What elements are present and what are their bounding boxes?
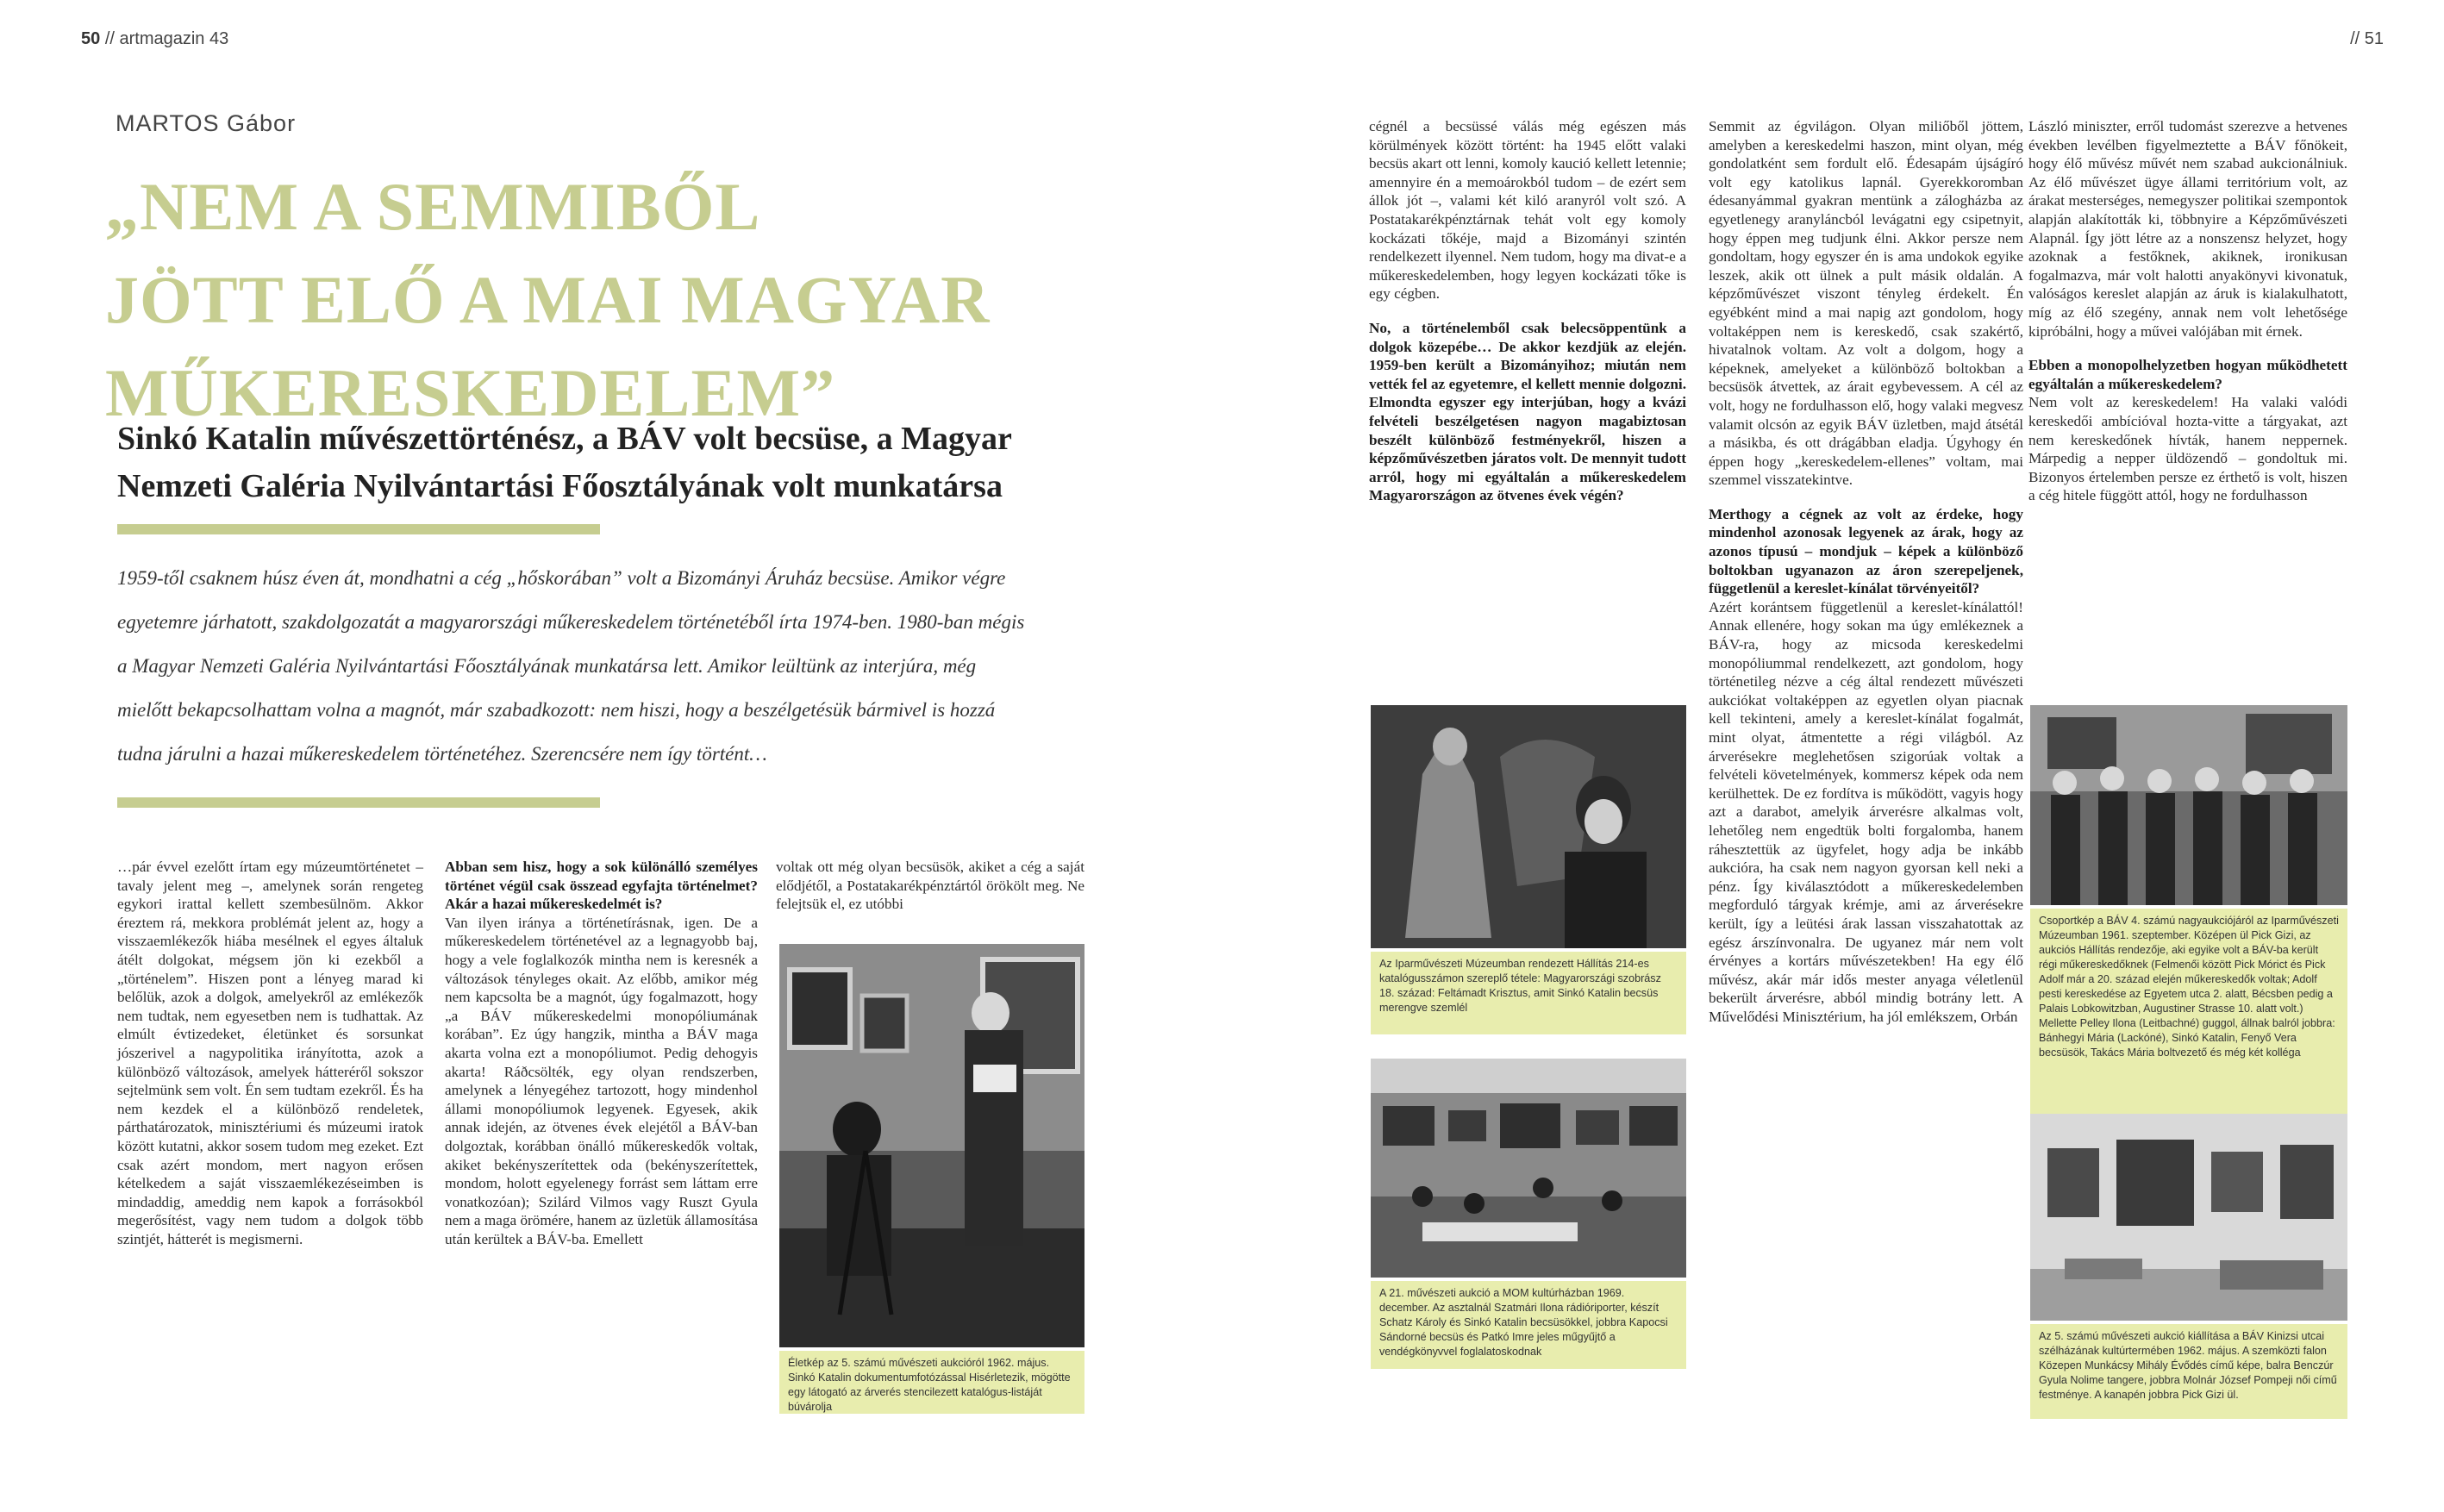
headline-line-2: JÖTT ELŐ A MAI MAGYAR — [105, 262, 991, 337]
accent-rule-top — [117, 524, 600, 534]
body-text: …pár évvel ezelőtt írtam egy múzeumtörténetet – tavaly jelent meg –, amelynek során rengeteg egykori irattal kellett szembesülnöm. Akkor éreztem rá, mekkora problémát jelent az, hogy a visszaemlékezők hiába mesélnek el egyes általuk átélt dolgokat, mégsem jön ki ezekből a „történelem”. Hiszen pont a lényeg marad ki belőlük, azok a dolgok, amelyekről az emlékezők nem tudtak, nem egyesetben nem is tudhattak. Az elmúlt évtizedeket, életünket és sorsunkat jószerivel a nagypolitika irányította, azok a különböző változások, amelyek hátteréről sokszor sejtelmünk sem volt. Én sem tudtam ezekről. És ha nem kezdek el a különböző rendeletek, párthatározatok, minisztériumi és múzeumi iratok között kutatni, akkor sosem tudom meg ezeket. Ezt csak azért mondom, mert nagyon erősen kételkedem a saját visszaemlékezéseimben is mindaddig, ameddig nem kapok a forrásokból megerősítést, vagy nem tudom a dolgok több szintjét, hátterét is megismerni. — [117, 859, 423, 1247]
body-text: Van ilyen iránya a történetírásnak, igen. De a műkereskedelem történetével az a legnagyobb baj, hogy a vele foglalkozók mintha nem is keresnék a változások tényleges okait. Az előbb, amikor még nem kapcsolta be a magnót, úgy fogalmazott, hogy „a BÁV műkereskedelmi monopóliumának korában”. Ez úgy hangzik, mintha a BÁV maga akarta volna ezt a monopóliumot. Pedig dehogyis akarta! Ráðcsölték, egy olyan rendszerben, amelynek a lényegéhez tartozott, hogy mindenhol állami monopóliumok legyenek. Egyesek, akik annak idején, az ötvenes évek elejétől a BÁV-ban dolgoztak, korábban önálló műkereskedők voltak, akiket bekényszerítettek oda (bekényszerítettek, mondom, holott egyelenegy forrást sem láttam erre vonatkozóan); Szilárd Vilmos vagy Ruszt Gyula nem a maga örömére, hanem az üzletük államosítása után kerültek a BÁV-ba. Emellett — [445, 914, 758, 1247]
photo-group — [2030, 705, 2347, 905]
photo-camera-tripod — [779, 944, 1084, 1347]
photo-exhibition-hall — [1371, 1059, 1686, 1278]
photo-caption: A 21. művészeti aukció a MOM kultúrházban 1969. december. Az asztalnál Szatmári Ilona rádióriporter, készít Schatz Károly és Sinkó Katalin becsüsökkel, jobbra Kapocsi Sándorné becsüs és Patkó Imre jeles műgyűjtő a vendégkönyvvel foglalatoskodnak — [1371, 1281, 1686, 1369]
right-folio: // 51 — [2350, 29, 2384, 48]
photo-caption: Életkép az 5. számú művészeti aukcióról 1962. május. Sinkó Katalin dokumentumfotózással Hisérletezik, mögötte egy látogató az árverés stencilezett katalógus-listáját búvárolja — [779, 1351, 1084, 1414]
body-text: Nem volt az kereskedelem! Ha valaki valódi kereskedői ambícióval hozta-vitte a tárgyakat, azt nem kereskedőnek hívták, hanem neppernek. Márpedig a nepper üldözendő – gondoltuk mi. Bizonyos értelemben persze ez érthető is volt, hiszen a cég hitele függött attól, hogy ne fordulhasson — [2028, 394, 2347, 504]
body-column-2 — [445, 858, 758, 1248]
subtitle: Sinkó Katalin művészettörténész, a BÁV volt becsüse, a Magyar Nemzeti Galéria Nyilvántartási Főosztályának volt munkatársa — [117, 421, 1012, 504]
lead-paragraph: 1959-től csaknem húsz éven át, mondhatni a cég „hőskorában” volt a Bizományi Áruház becsüse. Amikor végre egyetemre járhatott, szakdolgozatát a magyarországi műkereskedelem történetéből írta 1974-ben. 1980-ban mégis a Magyar Nemzeti Galéria Nyilvántartási Főosztályának munkatársa lett. Amikor leültünk az interjúra, még mielőtt bekapcsolhattam volna a magnót, már szabadkozott: nem hiszi, hogy a beszélgetésük bármivel is hozzá tudna járulni a hazai műkereskedelem történetéhez. Szerencsére nem így történt… — [117, 567, 1025, 765]
headline-line-1: „NEM A SEMMIBŐL — [105, 169, 761, 244]
interview-question: Merthogy a cégnek az volt az érdeke, hogy mindenhol azonosak legyenek az árak, hogy az azonos típusú – mondjuk – képek a különböző boltokban ugyanazon az áron szerepeljenek, függetlenül a kereslet-kínálat törvényeitől? — [1709, 505, 2023, 597]
body-text: Azért korántsem függetlenül a kereslet-kínálattól! Annak ellenére, hogy sokan ma úgy emlékeznek a BÁV-ra, hogy az micsoda kereskedelmi monopóliummal rendelkezett, azt gondolom, hogy történetileg nézve a cég által rendezett művészeti aukciókat voltaképpen az egyetlen olyan piacnak kell tekinteni, amely a kereslet-kínálat fogalmát, mint olyat, átmentette a régi világból. Az árverésekre meglehetősen szigorúak voltak a felvételi követelmények, kommersz képek oda nem kerülhettek. De ez fordítva is működött, vagyis hogy azt a darabot, amelyik árverésre alkalmas volt, lehetőleg nem engedtük bolti forgalomba, hanem ráhesztettük az ügyfelet, hogy adja be inkább aukcióra, ha csak nem nagyon gyorsan kell neki a pénz. Így kiválasztódott a műkereskedelemben megforduló tárgyak krémje, ami az árverésekre került, így a leütési árak lassan visszahatottak az egész árszínvonalra. De ugyanez már nem volt érvényes a kortárs művészetekben! Ha egy élő művész, akár már idős mester anyaga véletlenül bekerült árverésre, abból mindig botrány lett. A Művelődési Minisztérium, ha jól emlékszem, Orbán — [1709, 598, 2023, 1025]
headline — [105, 160, 1053, 440]
interview-question: Ebben a monopolhelyzetben hogyan működhetett egyáltalán a műkereskedelem? — [2028, 357, 2347, 392]
body-column-r2 — [1709, 117, 2023, 1027]
photo-caption: Az Iparművészeti Múzeumban rendezett Hállítás 214-es katalógusszámon szereplő tétele: Magyarországi szobrász 18. század: Feltámadt Krisztus, amit Sinkó Katalin becsüs merengve szemlél — [1371, 952, 1686, 1034]
body-text: László miniszter, erről tudomást szerezve a hetvenes években levélben figyelmeztette a BÁV főnökeit, hogy élő művész művét nem szabad aukcionálniuk. Az élő művészet ügye állami territórium volt, az árakat mesterséges, nemegyszer politikai szempontok alapján alakították ki, többnyire a Képzőművészeti Alapnál. Így jött létre az a nonszensz helyzet, hogy azoknak a festőknek, akiknek, ironikusan fogalmazva, már volt halotti anyakönyvi kivonatuk, valóságos kereslet alapján az áruk is kialakulhatott, míg az élő szegény, annak nem volt lehetősége kipróbálni, hogy a művei valójában mit érnek. — [2028, 118, 2347, 340]
headline-line-3: MŰKERESKEDELEM” — [105, 355, 836, 430]
body-column-1 — [117, 858, 423, 1248]
body-text: cégnél a becsüssé válás még egészen más körülmények között történt: ha 1945 előtt valaki becsüs akart ott lenni, komoly kaució kellett letennie; amennyire én a memoárokból tudom – de ezért sem állok jót –, valami két kiló aranyról volt szó. A Postatakarékpénztárnak tehát volt egy komoly kockázati tőkéje, majd a Bizományi szintén rendelkezett ilyennel. Nem tudom, hogy ma divat-e a műkereskedelemben, hogy legyen kockázati tőke is egy cégben. — [1369, 118, 1686, 303]
magazine-label: // artmagazin 43 — [104, 29, 229, 48]
photo-caption: Az 5. számú művészeti aukció kiállítása a BÁV Kinizsi utcai szélházának kultúrtermében 1962. május. A szemközti falon Közepen Munkácsy Mihály Évődés című képe, balra Benczúr Gyula Nolime tangere, jobbra Molnár József Pompeji női című festménye. A kanapén jobbra Pick Gizi ül. — [2030, 1324, 2347, 1419]
right-page — [1222, 0, 2444, 1512]
body-column-r1 — [1369, 117, 1686, 505]
body-text: Semmit az égvilágon. Olyan miliőből jöttem, amelyben a kereskedelmi haszon, mint olyan, még gondolatként sem fordult elő. Édesapám újságíró volt egy katolikus lapnál. Gyerekkoromban édesanyámmal gyakran mentünk a zálogházba az egyetlenegy aranyláncból levágatni egy csipetnyit, hogy éppen meg tudjunk élni. Akkor persze nem gondoltam, hogy egyszer én is ama undokok egyike leszek, akik ott ülnek a pult másik oldalán. A képzőművészet viszont tényleg érdekelt. Én egyébként mind a mai napig azt gondolom, hogy voltaképpen nem is kereskedő, csak szakértő, hivatalnok voltam. Az volt a dolgom, hogy a képeknek, amelyeket a különböző boltokban a becsüsök átvettek, az árait egybevessem. A cél az volt, hogy ne fordulhasson elő, hogy valaki megvesz valamit olcsón az egyik BÁV üzletben, majd átsétál a másikba, és ott drágábban eladja. Úgyhogy én éppen hogy „kereskedelem-ellenes” voltam, mai szemmel visszatekintve. — [1709, 118, 2023, 489]
left-page-number: 50 — [81, 29, 101, 48]
interview-question: No, a történelemből csak belecsöppentünk a dolgok közepébe… De akkor kezdjük az elején. 1959-ben került a Bizományihoz; miután nem vették fel az egyetemre, el kellett mennie dolgozni. Elmondta egyszer egy interjúban, hogy a kvázi felvételi beszélgetésen nagyon magabiztosan beszélt különböző festményekről, hiszen a képzőművészetben járatos volt. De mennyit tudott arról, hogy mi egyáltalán a műkereskedelem Magyarországon az ötvenes évek végén? — [1369, 319, 1686, 504]
left-folio — [81, 29, 228, 49]
accent-rule-bottom — [117, 797, 600, 808]
body-text: voltak ott még olyan becsüsök, akiket a cég a saját elődjétől, a Postatakarékpénztártól örökölt meg. Ne felejtsük el, ez utóbbi — [776, 859, 1084, 913]
interview-question: Abban sem hisz, hogy a sok különálló személyes történet végül csak összead egyfajta történelmet? Akár a hazai műkereskedelmét is? — [445, 859, 758, 913]
photo-caption: Csoportkép a BÁV 4. számú nagyaukciójáról az Iparművészeti Múzeumban 1961. szeptember. Középen ül Pick Gizi, az aukciós Hállítás rendezője, aki egyike volt a BÁV-ba került régi műkereskedőknek (Felmenői között Pick Mórict és Pick Adolf már a 20. század elején műkereskedők voltak; Adolf pesti kereskedése az Egyetem utca 2. alatt, Bécsben pedig a Palais Lobkowitzban, Augustiner Strasse 10. alatt volt.) Mellette Pelley Ilona (Leitbachné) guggol, állnak balról jobbra: Bánhegyi Mária (Lackóné), Sinkó Katalin, Fenyő Vera becsüsök, Takács Mária boltvezető és még két kolléga — [2030, 909, 2347, 1114]
body-column-3 — [776, 858, 1084, 914]
photo-sculpture — [1371, 705, 1686, 948]
photo-auction-room — [2030, 1114, 2347, 1321]
body-column-r3 — [2028, 117, 2347, 505]
author-name: MARTOS Gábor — [116, 110, 297, 136]
